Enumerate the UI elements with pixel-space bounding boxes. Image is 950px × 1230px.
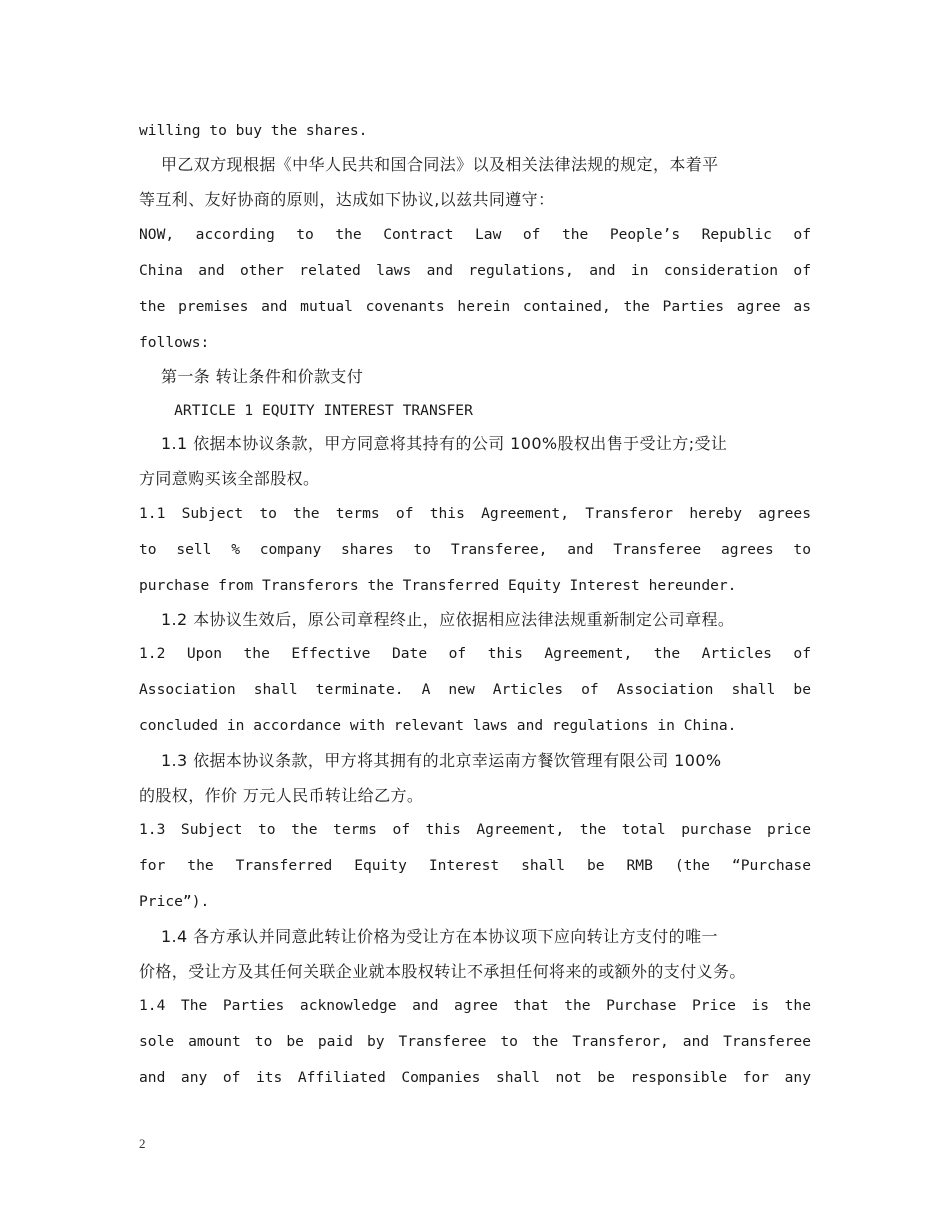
text-line: purchase from Transferors the Transferred Equity Interest hereunder. xyxy=(139,577,737,594)
text-line: 1.4 The Parties acknowledge and agree that the Purchase Price is the xyxy=(139,997,811,1014)
text-line: concluded in accordance with relevant laws and regulations in China. xyxy=(139,717,737,734)
text-line: for the Transferred Equity Interest shall be RMB (the “Purchase xyxy=(139,857,811,874)
text-line: the premises and mutual covenants herein contained, the Parties agree as xyxy=(139,298,811,315)
text-line: sole amount to be paid by Transferee to the Transferor, and Transferee xyxy=(139,1033,811,1050)
article-heading-cn: 第一条 转让条件和价款支付 xyxy=(139,367,364,386)
text-line: willing to buy the shares. xyxy=(139,122,368,139)
text-line: 1.4 各方承认并同意此转让价格为受让方在本协议项下应向转让方支付的唯一 xyxy=(139,927,718,946)
text-line: NOW, according to the Contract Law of the People’s Republic of xyxy=(139,226,811,243)
text-line: to sell % company shares to Transferee, and Transferee agrees to xyxy=(139,541,811,558)
text-line: 甲乙双方现根据《中华人民共和国合同法》以及相关法律法规的规定，本着平 xyxy=(139,155,719,174)
text-line: and any of its Affiliated Companies shall not be responsible for any xyxy=(139,1069,811,1086)
text-line: 1.3 Subject to the terms of this Agreement, the total purchase price xyxy=(139,821,811,838)
text-line: 1.2 本协议生效后，原公司章程终止，应依据相应法律法规重新制定公司章程。 xyxy=(139,610,735,629)
text-line: 的股权，作价 万元人民币转让给乙方。 xyxy=(139,786,424,805)
page-number: 2 xyxy=(139,1136,146,1151)
text-line: China and other related laws and regulations, and in consideration of xyxy=(139,262,811,279)
text-line: 1.1 Subject to the terms of this Agreement, Transferor hereby agrees xyxy=(139,505,811,522)
text-line: Price”). xyxy=(139,893,210,910)
text-line: 1.2 Upon the Effective Date of this Agreement, the Articles of xyxy=(139,645,811,662)
text-line: follows: xyxy=(139,334,210,351)
text-line: 1.3 依据本协议条款，甲方将其拥有的北京幸运南方餐饮管理有限公司 100% xyxy=(139,751,722,770)
text-line: 1.1 依据本协议条款，甲方同意将其持有的公司 100%股权出售于受让方;受让 xyxy=(139,434,728,453)
article-heading-en: ARTICLE 1 EQUITY INTEREST TRANSFER xyxy=(139,402,473,419)
text-line: 价格，受让方及其任何关联企业就本股权转让不承担任何将来的或额外的支付义务。 xyxy=(139,962,746,981)
text-line: Association shall terminate. A new Articles of Association shall be xyxy=(139,681,811,698)
text-line: 等互利、友好协商的原则，达成如下协议,以兹共同遵守： xyxy=(139,190,555,209)
text-line: 方同意购买该全部股权。 xyxy=(139,469,320,488)
